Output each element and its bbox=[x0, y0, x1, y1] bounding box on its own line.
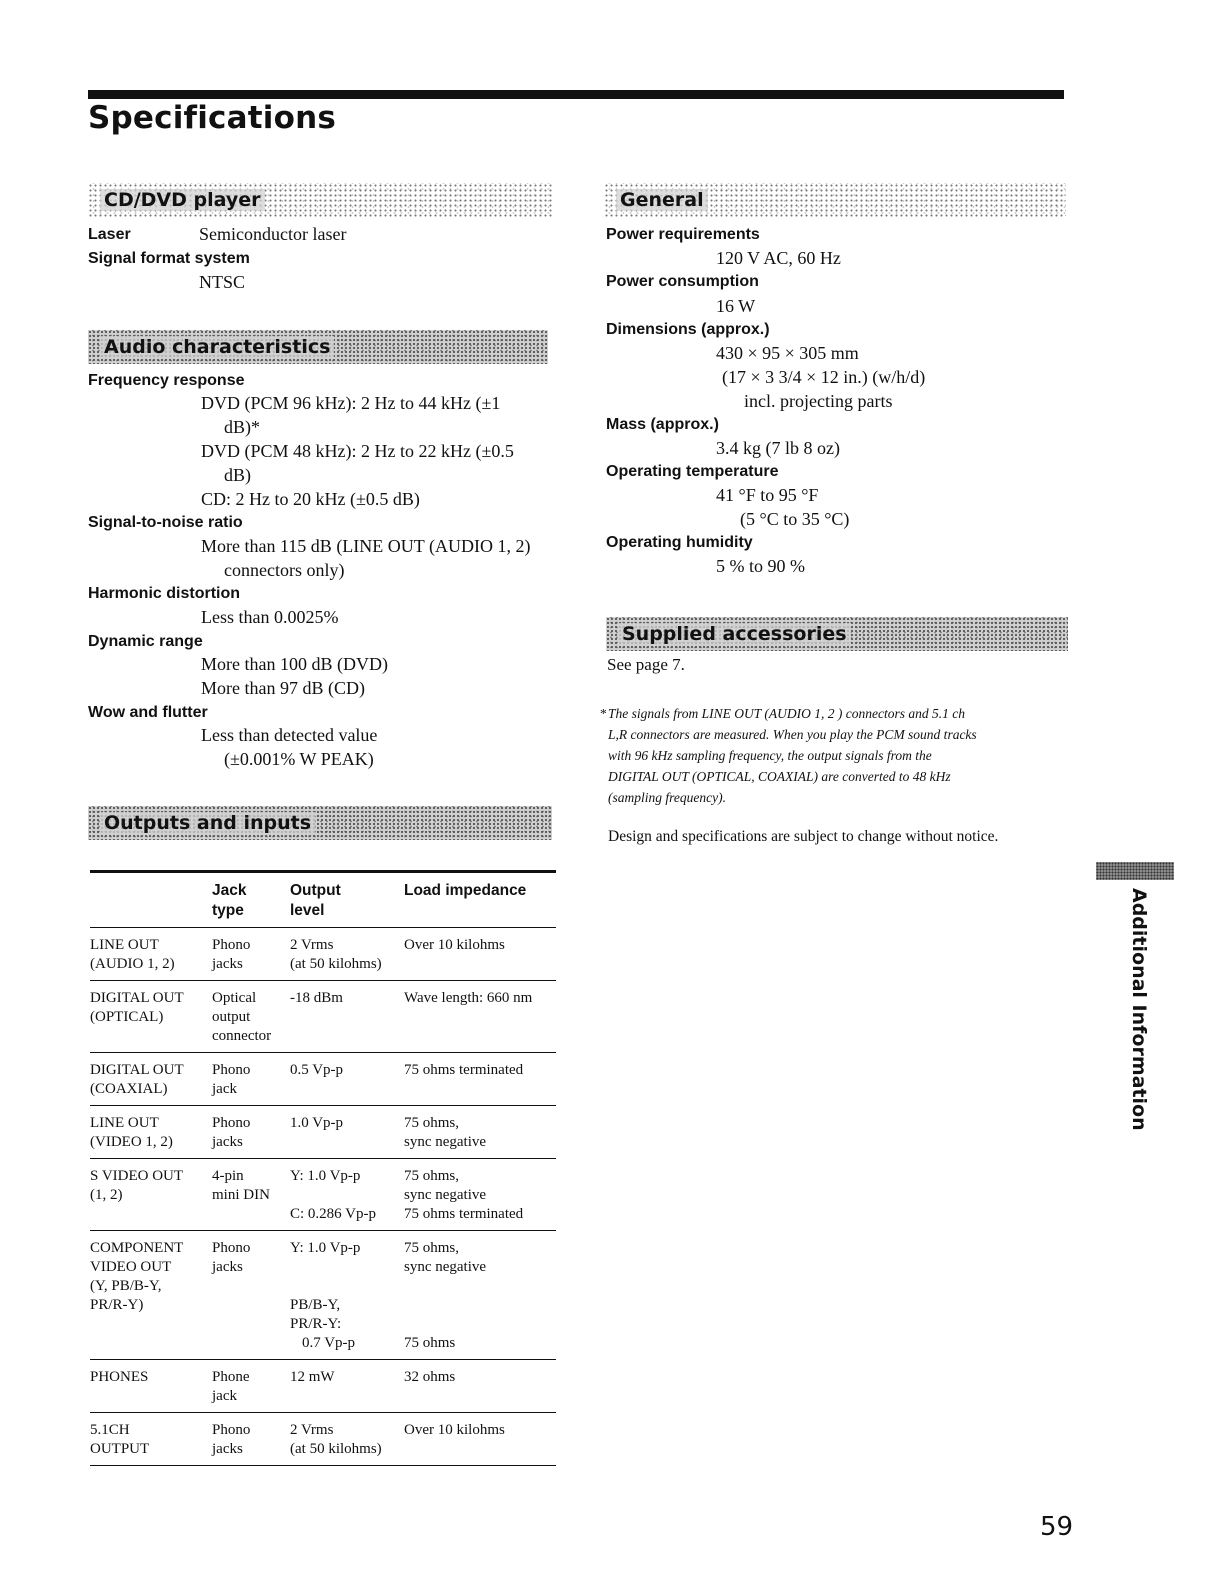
cell-line: 4-pin bbox=[212, 1168, 244, 1184]
change-notice: Design and specifications are subject to change without notice. bbox=[608, 828, 999, 845]
outputs-section-header bbox=[88, 806, 552, 840]
page-number: 59 bbox=[1040, 1512, 1074, 1542]
cell-level bbox=[290, 1159, 404, 1231]
cd-dvd-section-header bbox=[88, 183, 552, 217]
cell-line: jack bbox=[212, 1081, 237, 1097]
cell-line: 2 Vrms bbox=[290, 1422, 334, 1438]
footnote-line: The signals from LINE OUT (AUDIO 1, 2 ) connectors and 5.1 ch bbox=[608, 706, 965, 721]
cell-line: Phono bbox=[212, 1115, 251, 1131]
cell-level bbox=[290, 1360, 404, 1413]
header-name bbox=[90, 873, 212, 928]
cell-jack bbox=[212, 1106, 290, 1159]
freq-dvd96-line2: dB)* bbox=[224, 417, 260, 437]
signal-format-value: NTSC bbox=[199, 272, 246, 292]
dimensions-note: incl. projecting parts bbox=[744, 391, 893, 411]
operating-temp-label: Operating temperature bbox=[606, 463, 779, 480]
cell-line: -18 dBm bbox=[290, 990, 343, 1006]
footnote-star: * bbox=[600, 706, 607, 721]
cell-line: DIGITAL OUT bbox=[90, 990, 184, 1006]
cell-load bbox=[404, 1413, 556, 1466]
audio-heading: Audio characteristics bbox=[100, 336, 334, 358]
cell-line bbox=[404, 1315, 556, 1334]
harmonic-distortion-label: Harmonic distortion bbox=[88, 585, 241, 602]
cell-line: 0.7 Vp-p bbox=[302, 1335, 356, 1351]
cell-line: 1.0 Vp-p bbox=[290, 1115, 344, 1131]
cell-jack bbox=[212, 1159, 290, 1231]
header-jack-type: Jack type bbox=[212, 882, 247, 919]
signal-format-label: Signal format system bbox=[88, 250, 250, 267]
dimensions-mm: 430 × 95 × 305 mm bbox=[716, 343, 859, 363]
cell-line: output bbox=[212, 1009, 251, 1025]
cell-line bbox=[404, 1277, 556, 1296]
cell-line: COMPONENT bbox=[90, 1240, 184, 1256]
cd-dvd-heading: CD/DVD player bbox=[100, 189, 265, 211]
snr-line1: More than 115 dB (LINE OUT (AUDIO 1, 2) bbox=[201, 536, 531, 556]
cell-line: 75 ohms terminated bbox=[404, 1062, 524, 1078]
outputs-table bbox=[90, 870, 556, 1466]
mass-label: Mass (approx.) bbox=[606, 416, 719, 433]
cell-line: 12 mW bbox=[290, 1369, 335, 1385]
cell-line: Y: 1.0 Vp-p bbox=[290, 1168, 361, 1184]
cell-level bbox=[290, 1231, 404, 1360]
cell-line: (1, 2) bbox=[90, 1187, 123, 1203]
cell-load bbox=[404, 1053, 556, 1106]
cell-name bbox=[90, 1159, 212, 1231]
cell-line: (COAXIAL) bbox=[90, 1081, 168, 1097]
cell-line: 5.1CH bbox=[90, 1422, 130, 1438]
freq-dvd48-line1: DVD (PCM 48 kHz): 2 Hz to 22 kHz (±0.5 bbox=[201, 441, 514, 461]
cell-line: OUTPUT bbox=[90, 1441, 150, 1457]
cell-line: sync negative bbox=[404, 1134, 487, 1150]
cell-line: (at 50 kilohms) bbox=[290, 956, 382, 972]
cell-line: Phono bbox=[212, 1422, 251, 1438]
cell-line: Y: 1.0 Vp-p bbox=[290, 1240, 361, 1256]
laser-label: Laser bbox=[88, 226, 131, 243]
cell-line: sync negative bbox=[404, 1259, 487, 1275]
cell-line: 32 ohms bbox=[404, 1369, 456, 1385]
cell-load bbox=[404, 1159, 556, 1231]
general-heading: General bbox=[616, 189, 708, 211]
cell-line: (VIDEO 1, 2) bbox=[90, 1134, 173, 1150]
cell-level bbox=[290, 1106, 404, 1159]
cell-level bbox=[290, 928, 404, 981]
cell-load bbox=[404, 928, 556, 981]
laser-value: Semiconductor laser bbox=[199, 224, 347, 244]
table-row bbox=[90, 1106, 556, 1159]
cell-line: 75 ohms, bbox=[404, 1240, 460, 1256]
cell-line: jacks bbox=[212, 956, 243, 972]
table-row bbox=[90, 928, 556, 981]
snr-label: Signal-to-noise ratio bbox=[88, 514, 243, 531]
freq-dvd48-line2: dB) bbox=[224, 465, 251, 485]
cell-jack bbox=[212, 1413, 290, 1466]
table-row bbox=[90, 1053, 556, 1106]
table-row bbox=[90, 1159, 556, 1231]
cell-name bbox=[90, 928, 212, 981]
cell-load bbox=[404, 981, 556, 1053]
title-rule bbox=[88, 90, 1064, 99]
cell-name bbox=[90, 981, 212, 1053]
operating-temp-c: (5 °C to 35 °C) bbox=[740, 509, 850, 529]
cell-line: 75 ohms, bbox=[404, 1168, 460, 1184]
wow-flutter-line2: (±0.001% W PEAK) bbox=[224, 749, 374, 769]
accessories-heading: Supplied accessories bbox=[618, 623, 851, 645]
audio-section-header bbox=[88, 330, 548, 364]
header-output-level: Output level bbox=[290, 882, 341, 919]
cell-line: LINE OUT bbox=[90, 937, 159, 953]
cell-line bbox=[404, 1296, 556, 1315]
frequency-response-label: Frequency response bbox=[88, 372, 245, 389]
dynamic-range-cd: More than 97 dB (CD) bbox=[201, 678, 365, 698]
power-requirements-value: 120 V AC, 60 Hz bbox=[716, 248, 841, 268]
wow-flutter-line1: Less than detected value bbox=[201, 725, 378, 745]
cell-load bbox=[404, 1106, 556, 1159]
cell-line: Phono bbox=[212, 937, 251, 953]
cell-line: mini DIN bbox=[212, 1187, 270, 1203]
power-consumption-value: 16 W bbox=[716, 296, 756, 316]
cell-line: Optical bbox=[212, 990, 257, 1006]
power-requirements-label: Power requirements bbox=[606, 226, 760, 243]
cell-line: 0.5 Vp-p bbox=[290, 1062, 344, 1078]
cell-line: C: 0.286 Vp-p bbox=[290, 1206, 376, 1222]
cell-line: 2 Vrms bbox=[290, 937, 334, 953]
footnote bbox=[600, 703, 1058, 808]
cell-line: jack bbox=[212, 1388, 237, 1404]
page-title: Specifications bbox=[88, 100, 337, 136]
cell-jack bbox=[212, 1231, 290, 1360]
dynamic-range-label: Dynamic range bbox=[88, 633, 203, 650]
freq-cd: CD: 2 Hz to 20 kHz (±0.5 dB) bbox=[201, 489, 420, 509]
accessories-text: See page 7. bbox=[607, 655, 685, 674]
cell-jack bbox=[212, 1053, 290, 1106]
dimensions-label: Dimensions (approx.) bbox=[606, 321, 770, 338]
cell-name bbox=[90, 1360, 212, 1413]
cell-jack bbox=[212, 1360, 290, 1413]
cell-level bbox=[290, 981, 404, 1053]
cell-line bbox=[290, 1277, 404, 1296]
cell-line: Wave length: 660 nm bbox=[404, 990, 533, 1006]
cell-line: (OPTICAL) bbox=[90, 1009, 164, 1025]
side-tab-marker bbox=[1096, 862, 1174, 880]
cell-line: Over 10 kilohms bbox=[404, 1422, 505, 1438]
operating-temp-f: 41 °F to 95 °F bbox=[716, 485, 819, 505]
accessories-section-header bbox=[606, 617, 1068, 651]
cell-level bbox=[290, 1413, 404, 1466]
freq-dvd96-line1: DVD (PCM 96 kHz): 2 Hz to 44 kHz (±1 bbox=[201, 393, 501, 413]
cell-line bbox=[290, 1186, 404, 1205]
cell-line: Phono bbox=[212, 1240, 251, 1256]
table-row bbox=[90, 981, 556, 1053]
side-tab-label: Additional Information bbox=[1128, 888, 1150, 1131]
cell-line: 75 ohms terminated bbox=[404, 1206, 524, 1222]
cell-line: (at 50 kilohms) bbox=[290, 1441, 382, 1457]
cell-line: LINE OUT bbox=[90, 1115, 159, 1131]
cell-line: DIGITAL OUT bbox=[90, 1062, 184, 1078]
footnote-line: with 96 kHz sampling frequency, the output signals from the bbox=[608, 748, 932, 763]
power-consumption-label: Power consumption bbox=[606, 273, 759, 290]
cell-line: (Y, PB/B-Y, bbox=[90, 1278, 162, 1294]
general-section-header bbox=[604, 183, 1066, 217]
header-load-impedance: Load impedance bbox=[404, 882, 527, 899]
cell-line: jacks bbox=[212, 1259, 243, 1275]
cell-line: (AUDIO 1, 2) bbox=[90, 956, 175, 972]
cell-line: PR/R-Y) bbox=[90, 1297, 144, 1313]
cell-level bbox=[290, 1053, 404, 1106]
cell-line: PB/B-Y, bbox=[290, 1297, 341, 1313]
table-row bbox=[90, 1231, 556, 1360]
operating-humidity-value: 5 % to 90 % bbox=[716, 556, 805, 576]
cell-load bbox=[404, 1360, 556, 1413]
outputs-heading: Outputs and inputs bbox=[100, 812, 315, 834]
harmonic-distortion-value: Less than 0.0025% bbox=[201, 607, 339, 627]
cell-line: 75 ohms, bbox=[404, 1115, 460, 1131]
cell-line: jacks bbox=[212, 1134, 243, 1150]
cell-name bbox=[90, 1231, 212, 1360]
operating-humidity-label: Operating humidity bbox=[606, 534, 753, 551]
cell-line: PHONES bbox=[90, 1369, 149, 1385]
table-row bbox=[90, 1413, 556, 1466]
cell-line: Over 10 kilohms bbox=[404, 937, 505, 953]
cell-line: connector bbox=[212, 1028, 272, 1044]
dynamic-range-dvd: More than 100 dB (DVD) bbox=[201, 654, 388, 674]
cell-jack bbox=[212, 981, 290, 1053]
cell-line bbox=[290, 1258, 404, 1277]
cell-line: VIDEO OUT bbox=[90, 1259, 172, 1275]
cell-name bbox=[90, 1053, 212, 1106]
footnote-line: (sampling frequency). bbox=[608, 790, 726, 805]
cell-name bbox=[90, 1413, 212, 1466]
cell-line: PR/R-Y: bbox=[290, 1316, 342, 1332]
footnote-line: DIGITAL OUT (OPTICAL, COAXIAL) are converted to 48 kHz bbox=[608, 769, 951, 784]
cell-line: Phone bbox=[212, 1369, 250, 1385]
cell-name bbox=[90, 1106, 212, 1159]
table-row bbox=[90, 1360, 556, 1413]
footnote-line: L,R connectors are measured. When you play the PCM sound tracks bbox=[608, 727, 977, 742]
dimensions-in: (17 × 3 3/4 × 12 in.) (w/h/d) bbox=[722, 367, 926, 387]
cell-line: Phono bbox=[212, 1062, 251, 1078]
cell-load bbox=[404, 1231, 556, 1360]
cell-line: 75 ohms bbox=[404, 1335, 456, 1351]
cell-line: sync negative bbox=[404, 1187, 487, 1203]
wow-flutter-label: Wow and flutter bbox=[88, 704, 208, 721]
mass-value: 3.4 kg (7 lb 8 oz) bbox=[716, 438, 840, 458]
cell-line: jacks bbox=[212, 1441, 243, 1457]
snr-line2: connectors only) bbox=[224, 560, 345, 580]
cell-line: S VIDEO OUT bbox=[90, 1168, 184, 1184]
cell-jack bbox=[212, 928, 290, 981]
